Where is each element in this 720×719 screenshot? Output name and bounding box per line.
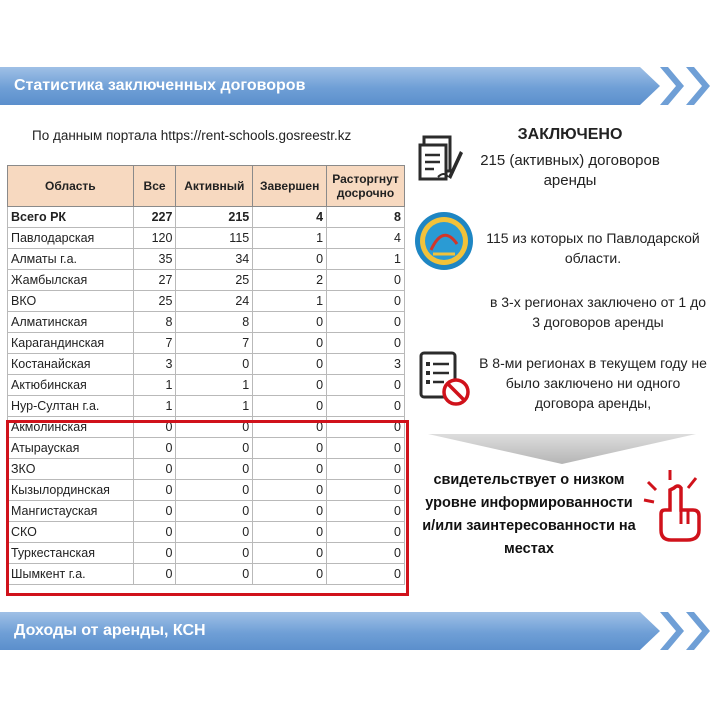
- cell-active: 8: [176, 312, 253, 333]
- cell-region: Актюбинская: [8, 375, 134, 396]
- cell-region: Акмолинская: [8, 417, 134, 438]
- eight-regions-text: В 8-ми регионах в текущем году не было заключено ни одного договора аренды,: [479, 355, 707, 411]
- cell-region: Павлодарская: [8, 228, 134, 249]
- cell-terminated: 0: [327, 438, 405, 459]
- cell-terminated: 0: [327, 312, 405, 333]
- table-row: [8, 312, 405, 333]
- col-header-region: Область: [8, 166, 134, 207]
- cell-all: 0: [133, 417, 176, 438]
- cell-active: 0: [176, 564, 253, 585]
- cell-active: 0: [176, 459, 253, 480]
- cell-terminated: 1: [327, 249, 405, 270]
- cell-terminated: 8: [327, 207, 405, 228]
- cell-completed: 0: [253, 249, 327, 270]
- top-banner: [0, 67, 720, 105]
- table-header-row: [8, 166, 405, 207]
- cell-completed: 0: [253, 543, 327, 564]
- three-regions-text: в 3-х регионах заключено от 1 до 3 договоров аренды: [489, 294, 707, 330]
- table-row: [8, 375, 405, 396]
- cell-completed: 0: [253, 438, 327, 459]
- contract-document-icon: [418, 133, 464, 185]
- cell-terminated: 0: [327, 564, 405, 585]
- cell-all: 227: [133, 207, 176, 228]
- cell-all: 1: [133, 375, 176, 396]
- cell-all: 1: [133, 396, 176, 417]
- cell-all: 8: [133, 312, 176, 333]
- cell-completed: 0: [253, 459, 327, 480]
- cell-region: Туркестанская: [8, 543, 134, 564]
- cell-terminated: 0: [327, 522, 405, 543]
- table-row: [8, 249, 405, 270]
- conclusion-text: свидетельствует о низком уровне информированности и/или заинтересованности на местах: [422, 472, 636, 557]
- table-row: [8, 354, 405, 375]
- cell-active: 7: [176, 333, 253, 354]
- cell-region: Алматинская: [8, 312, 134, 333]
- col-header-all: Все: [133, 166, 176, 207]
- cell-terminated: 0: [327, 375, 405, 396]
- bottom-banner-title: Доходы от аренды, КСН: [14, 622, 206, 639]
- cell-completed: 0: [253, 417, 327, 438]
- cell-active: 1: [176, 375, 253, 396]
- pavlodar-text: 115 из которых по Павлодарской области.: [486, 230, 700, 266]
- cell-all: 35: [133, 249, 176, 270]
- cell-terminated: 0: [327, 501, 405, 522]
- checklist-blocked-icon: [418, 350, 472, 408]
- down-arrow-icon: [428, 434, 696, 464]
- hand-pointing-icon: [640, 468, 712, 544]
- cell-terminated: 0: [327, 543, 405, 564]
- cell-active: 0: [176, 354, 253, 375]
- col-header-terminated: Расторгнут досрочно: [327, 166, 405, 207]
- cell-region: Нур-Султан г.а.: [8, 396, 134, 417]
- cell-active: 0: [176, 522, 253, 543]
- cell-all: 3: [133, 354, 176, 375]
- cell-active: 25: [176, 270, 253, 291]
- table-row: [8, 291, 405, 312]
- cell-region: Шымкент г.а.: [8, 564, 134, 585]
- active-contracts-text: 215 (активных) договоров аренды: [480, 152, 660, 189]
- cell-terminated: 0: [327, 291, 405, 312]
- cell-completed: 0: [253, 354, 327, 375]
- cell-all: 0: [133, 480, 176, 501]
- table-row: [8, 270, 405, 291]
- cell-active: 0: [176, 543, 253, 564]
- table-row: [8, 333, 405, 354]
- chevron-right-icon: [660, 612, 684, 650]
- chevron-right-icon: [686, 67, 710, 105]
- cell-completed: 0: [253, 333, 327, 354]
- cell-all: 0: [133, 564, 176, 585]
- cell-active: 215: [176, 207, 253, 228]
- col-header-completed: Завершен: [253, 166, 327, 207]
- cell-region: Костанайская: [8, 354, 134, 375]
- cell-completed: 2: [253, 270, 327, 291]
- cell-all: 0: [133, 438, 176, 459]
- table-row: [8, 396, 405, 417]
- chevron-right-icon: [686, 612, 710, 650]
- cell-active: 0: [176, 438, 253, 459]
- top-banner-title: Статистика заключенных договоров: [14, 77, 306, 94]
- cell-terminated: 0: [327, 270, 405, 291]
- zero-regions-highlight: [6, 420, 409, 596]
- cell-terminated: 3: [327, 354, 405, 375]
- cell-region: Всего РК: [8, 207, 134, 228]
- cell-region: Атырауская: [8, 438, 134, 459]
- cell-terminated: 0: [327, 333, 405, 354]
- cell-completed: 1: [253, 291, 327, 312]
- cell-region: СКО: [8, 522, 134, 543]
- cell-terminated: 0: [327, 480, 405, 501]
- cell-all: 0: [133, 459, 176, 480]
- cell-completed: 1: [253, 228, 327, 249]
- cell-region: ЗКО: [8, 459, 134, 480]
- cell-region: Кызылординская: [8, 480, 134, 501]
- table-total-row: [8, 207, 405, 228]
- cell-active: 1: [176, 396, 253, 417]
- cell-active: 24: [176, 291, 253, 312]
- cell-terminated: 0: [327, 396, 405, 417]
- cell-region: ВКО: [8, 291, 134, 312]
- cell-all: 27: [133, 270, 176, 291]
- cell-terminated: 0: [327, 459, 405, 480]
- cell-all: 25: [133, 291, 176, 312]
- cell-all: 120: [133, 228, 176, 249]
- cell-active: 115: [176, 228, 253, 249]
- cell-all: 0: [133, 522, 176, 543]
- cell-completed: 0: [253, 396, 327, 417]
- cell-active: 0: [176, 417, 253, 438]
- cell-all: 0: [133, 501, 176, 522]
- cell-completed: 0: [253, 312, 327, 333]
- bottom-banner: [0, 612, 720, 650]
- cell-all: 7: [133, 333, 176, 354]
- cell-completed: 0: [253, 375, 327, 396]
- cell-completed: 0: [253, 501, 327, 522]
- concluded-heading: ЗАКЛЮЧЕНО: [517, 126, 623, 143]
- cell-terminated: 0: [327, 417, 405, 438]
- cell-region: Алматы г.а.: [8, 249, 134, 270]
- source-note: По данным портала https://rent-schools.gosreestr.kz: [32, 128, 352, 143]
- cell-region: Жамбылская: [8, 270, 134, 291]
- table-row: [8, 228, 405, 249]
- cell-region: Карагандинская: [8, 333, 134, 354]
- chevron-right-icon: [660, 67, 684, 105]
- cell-completed: 0: [253, 480, 327, 501]
- cell-active: 0: [176, 501, 253, 522]
- cell-region: Мангистауская: [8, 501, 134, 522]
- cell-completed: 4: [253, 207, 327, 228]
- cell-terminated: 4: [327, 228, 405, 249]
- pavlodar-emblem-icon: [413, 210, 475, 272]
- cell-completed: 0: [253, 564, 327, 585]
- col-header-active: Активный: [176, 166, 253, 207]
- cell-active: 34: [176, 249, 253, 270]
- cell-completed: 0: [253, 522, 327, 543]
- cell-active: 0: [176, 480, 253, 501]
- cell-all: 0: [133, 543, 176, 564]
